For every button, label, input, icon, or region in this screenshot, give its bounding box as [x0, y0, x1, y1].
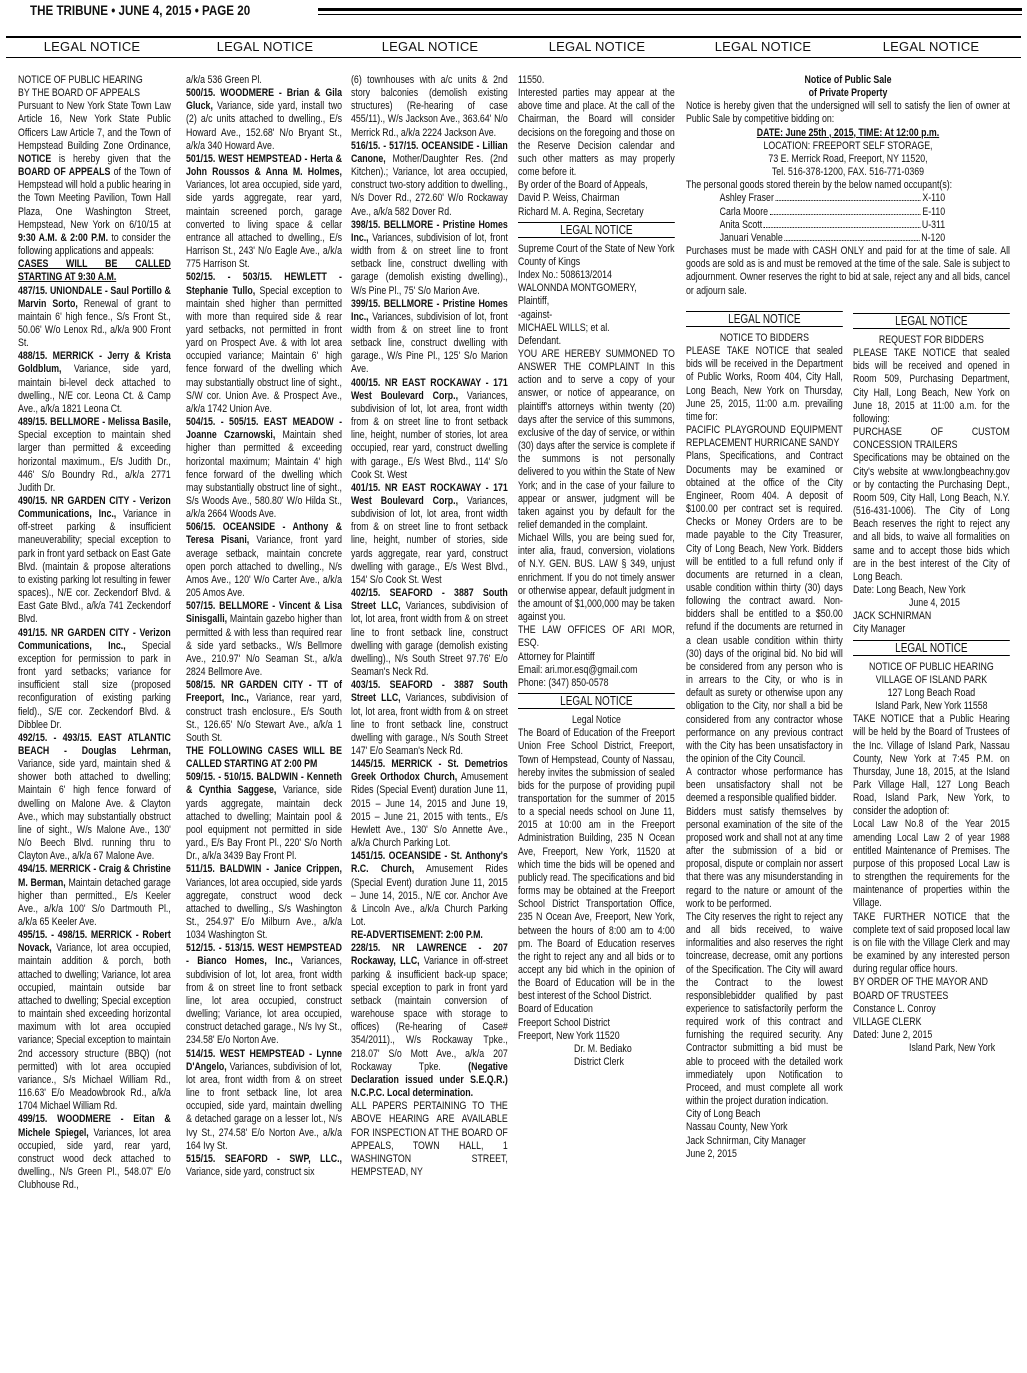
- notice-text: PACIFIC PLAYGROUND EQUIPMENT REPLACEMENT HURRICANE SANDY: [686, 424, 843, 450]
- notice-paragraph: [351, 942, 508, 1100]
- notice-line: DATE: June 25th , 2015, TIME: At 12:00 p.m.: [756, 126, 940, 139]
- notice-lines: [518, 714, 675, 727]
- notice-paragraph: [18, 495, 171, 627]
- legal-notice-heading: LEGAL NOTICE: [686, 311, 843, 327]
- notice-text: Variances, subdivision of lot, lot area, front width from & on street line to front setback line, lot area occupied, side yard, maintain dwelling & detached garage on a lesser lot., N/s Ivy St., 274.58' E/o Norton Ave., a/k/a 164 Ivy St.: [186, 1060, 342, 1152]
- notice-line: Date: Long Beach, New York: [853, 583, 966, 596]
- notice-line: Constance L. Conroy: [853, 1002, 936, 1015]
- occupant-row: [720, 232, 946, 245]
- notice-paragraph: [186, 521, 342, 600]
- notice-line: District Clerk: [574, 1056, 624, 1069]
- notice-line: By order of the Board of Appeals,: [518, 179, 648, 192]
- notice-paragraph: [186, 1048, 342, 1153]
- notice-text: 504/15. - 505/15. EAST MEADOW - Joanne Czarnowski,: [186, 416, 342, 442]
- notice-paragraph: [853, 426, 1010, 452]
- occupant-list: [686, 192, 1010, 245]
- notice-text: Variances, subdivision of lot, front width from & on street line to front setback line, construct dwelling with garage (demolish existing dwelling)., W/s Pine Pl., 75' S/o Marion Ave.: [351, 231, 508, 297]
- notice-line: Supreme Court of the State of New York: [518, 242, 675, 255]
- notice-paragraph: [518, 532, 675, 624]
- notice-text: The City reserves the right to reject any and all bids received, to waive informalities and also reserves the right toincrease, decrease, omit any portions of the Specification. The City will award the Contract to the lowest responsiblebidder qualified by past experience to satisfactorily perform the required work of this contract and furnishing the required security. Any Contractor submitting a bid must be able to proceed with the detailed work immediately upon Notification to Proceed, and must complete all work within the project duration indication.: [686, 910, 843, 1108]
- notice-line: Island Park, New York: [909, 1042, 996, 1055]
- notice-paragraph: [186, 74, 342, 87]
- notice-text: 491/15. NR GARDEN CITY - Verizon Communications, Inc.,: [18, 626, 171, 652]
- notice-text: Maintain gazebo higher than permitted & with less than required rear & side yard setbacks., W/s Bellmore Ave., 210.97' N/o Seaman St., a/k/a 2824 Bellmore Ave.: [186, 613, 342, 679]
- notice-paragraph: [853, 347, 1010, 426]
- notice-line: County of Kings: [518, 255, 581, 268]
- notice-line: Jack Schnirman, City Manager: [686, 1134, 806, 1147]
- notice-line: Defendant.: [518, 334, 562, 347]
- notice-text: Amusement Rides (Special Event) duration June 11, 2015 – June 14, 2015., N/E cor. Anchor Ave & Lincoln Ave., a/k/a Church Parking Lot.: [351, 863, 508, 928]
- notice-paragraph: [186, 416, 342, 521]
- notice-lines: [686, 127, 1010, 140]
- masthead-title: THE TRIBUNE • JUNE 4, 2015 • PAGE 20: [30, 3, 251, 18]
- notice-line: 127 Long Beach Road: [887, 686, 976, 699]
- notice-text: is hereby given that the: [51, 152, 171, 165]
- notice-paragraph: [18, 258, 171, 284]
- notice-paragraph: [18, 863, 171, 929]
- notice-text: 509/15. - 510/15. BALDWIN - Kenneth & Cynthia Saggese,: [186, 771, 342, 797]
- notice-line: of Private Property: [808, 87, 888, 100]
- notice-paragraph: [351, 679, 508, 758]
- notice-paragraph: [186, 942, 342, 1047]
- notice-paragraph: [686, 245, 1010, 298]
- notice-text: 499/15. WOODMERE - Eitan & Michele Spiegel,: [18, 1113, 171, 1139]
- notice-paragraph: [351, 298, 508, 377]
- notice-text: The Board of Education of the Freeport Union Free School District, Freeport, Town of Hempstead, County of Nassau, hereby invites the submission of sealed bids for the purpose of providing pupil transportation for the summer of 2015 to a special needs school on June 11, 2015 at 10:00 am in the Freeport Administration Building, 235 N Ocean Ave, Freeport, New York, 11520 at which time the bids will be opened and publicly read. The specifications and bid forms may be obtained at the Freeport School District Transportation Office, 235 N Ocean Ave, Freeport, New York, between the hours of 8:00 am to 4:00 pm. The Board of Education reserves the right to reject any and all bids or to accept any bid which in the opinion of the Board of Education will be in the best interest of the School District.: [518, 727, 675, 1003]
- notice-line: June 2, 2015: [686, 1147, 737, 1160]
- notice-lines: [686, 332, 843, 345]
- notice-paragraph: [186, 153, 342, 271]
- notice-text: PLEASE TAKE NOTICE that sealed bids will be received in the Department of Public Works, Room 404, City Hall, Long Beach, New York on Thursday, June 25, 2015, 11:00 a.m. prevailing time for:: [686, 345, 843, 423]
- notice-lines: [518, 243, 675, 348]
- notice-paragraph: [18, 350, 171, 416]
- notice-text: Variance, lot area occupied, maintain addition & porch, both attached to dwelling; Variance, lot area occupied, maintain outside bar attached to dwelling; Special exception to maintain shed exceeding horizontal maximum with lot area occupied variance; Special exception to maintain 2nd accessory structure (BBQ) (not permitted) with lot area occupied variance., S/s Michael William Rd., 116.63' E/o Meadowbrook Rd., a/k/a 1704 Michael William Rd.: [18, 942, 171, 1113]
- notice-text: Pursuant to New York State Town Law Article 16, New York State Public Officers Law Article 7, and the Town of Hempstead Building Zone Ordinance,: [18, 100, 171, 152]
- notice-text: Amusement Rides (Special Event) duration June 11, 2015 – June 14, 2015 and June 19, 2015 – June 21, 2015 with tents., E/s Hewlett Ave., 130' S/o Annette Ave., a/k/a Church Parking Lot.: [351, 771, 508, 850]
- notice-text: Variance, side yard, construct six: [186, 1165, 315, 1178]
- notice-text: (Negative Declaration issued under S.E.Q.R.) N.C.P.C. Local determination.: [351, 1060, 508, 1100]
- unit-number: N-120: [921, 231, 946, 244]
- notice-paragraph: [686, 911, 843, 1108]
- notice-paragraph: [351, 850, 508, 929]
- notice-line: Notice of Public Sale: [804, 74, 892, 86]
- notice-line: City of Long Beach: [686, 1108, 761, 1121]
- notice-text: Specifications may be obtained on the City's website at www.longbeachny.gov or by contacting the Purchasing Dept., Room 509, City Hall, Long Beach, N.Y. (516-431-1006). The City of Long Beach reserves the right to reject any and all bids, to waive all formalities on same and to accept those bids which are in the best interest of the City of Long Beach.: [853, 452, 1010, 583]
- notice-text: CASES WILL BE CALLED STARTING AT 9:30 A.M.: [18, 258, 171, 284]
- notice-text: Renewal of grant to maintain 6' high fence., S/s Front St., 50.06' W/o Lenox Rd., a/k/a 900 Front St.: [18, 297, 171, 350]
- notice-text: 512/15. - 513/15. WEST HEMPSTEAD - Bianco Homes, Inc.,: [186, 942, 342, 968]
- notice-text: Variance in off-street parking & insufficient back-up space; special exception to park in front yard setback (maintain conversion of warehouse space with storage to offices) (Re-hearing of Case# 354/2011)., W/s Rockaway Tpke., 218.07' S/o Mott Ave., a/k/a 207 Rockaway Tpke.: [351, 955, 508, 1073]
- legal-notice-heading: LEGAL NOTICE: [518, 693, 675, 709]
- notice-lines: [518, 651, 675, 690]
- notice-lines: [853, 584, 1010, 597]
- header-band-top-rule: [6, 36, 1021, 38]
- notice-text: 502/15. - 503/15. HEWLETT - Stephanie Tullo,: [186, 271, 342, 297]
- notice-lines: [686, 140, 1010, 179]
- notice-paragraph: [686, 766, 843, 805]
- notice-line: Attorney for Plaintiff: [518, 650, 595, 663]
- notice-line: JACK SCHNIRMAN: [853, 610, 932, 623]
- notice-line: June 4, 2015: [909, 597, 960, 610]
- notice-text: 511/15. BALDWIN - Janice Crippen,: [186, 863, 342, 876]
- occupant-name: Carla Moore: [719, 205, 769, 218]
- notice-text: THE FOLLOWING CASES WILL BE CALLED STARTING AT 2:00 PM: [186, 744, 342, 771]
- notice-text: Variance, side yards aggregate, maintain deck attached to dwelling; Maintain pool & pool equipment not permitted in side yard., E/s Bay Front Pl., 220' S/o North Dr., a/k/a 3439 Bay Front Pl.: [186, 784, 342, 863]
- notice-text: (6) townhouses with a/c units & 2nd story balconies (demolish existing structures) (Re-hearing of case 455/11)., W/s Jackson Ave., 363.64' N/o Merrick Rd., a/k/a 2224 Jackson Ave.: [351, 74, 508, 139]
- notice-text: 487/15. UNIONDALE - Saul Portillo & Marvin Sorto,: [18, 284, 171, 310]
- notice-text: Variances, lot area occupied, side yard, rear yard, construct wood deck attached to dwelling., N/s Green Pl., 548.07' E/o Clubhouse Rd.,: [18, 1126, 171, 1192]
- notice-line: NOTICE TO BIDDERS: [719, 332, 809, 344]
- notice-text: Notice is hereby given that the undersigned will sell to satisfy the lien of owner at Public Sale by competitive bidding on:: [686, 100, 1010, 126]
- notice-text: 228/15. NR LAWRENCE - 207 Rockaway, LLC,: [351, 942, 508, 968]
- notice-text: 401/15. NR EAST ROCKAWAY - 171 West Boulevard Corp.,: [351, 481, 508, 507]
- notice-text: Special exception to maintain shed larger than permitted & exceeding horizontal maximum., E/s Judith Dr., 446' S/o Boundry Rd., a/k/a 2771 Judith Dr.: [18, 429, 171, 494]
- notice-paragraph: [18, 732, 171, 864]
- notice-paragraph: [18, 627, 171, 732]
- notice-line: -against-: [518, 308, 553, 321]
- notice-text: 514/15. WEST HEMPSTEAD - Lynne D'Angelo,: [186, 1047, 342, 1073]
- unit-number: E-110: [922, 205, 946, 218]
- occupant-row: [720, 219, 946, 232]
- notice-text: 494/15. MERRICK - Craig & Christine M. Berman,: [18, 863, 171, 889]
- notice-text: Purchases must be made with CASH ONLY and paid for at the time of sale. All goods are sold as is and must be removed at the time of the sale. Sale is subject to adjournment. Owner reserves the right to bid at sale, reject any and all bids, cancel or adjourn sale.: [686, 245, 1010, 297]
- notice-lines: [686, 74, 1010, 100]
- occupant-name: Januari Venable: [719, 231, 783, 244]
- notice-paragraph: [351, 1100, 508, 1179]
- notice-line: VILLAGE CLERK: [853, 1015, 922, 1028]
- notice-line: Board of Education: [518, 1003, 593, 1016]
- notice-text: Maintain shed higher than permitted & exceeding horizontal maximum; Maintain 4' high fence forward of the dwelling which may substantially obstruct line of sight., S/s Woods Ave., 580.80' W/o Hilda St., a/k/a 2664 Woods Ave.: [186, 429, 342, 521]
- notice-text: 495/15. - 498/15. MERRICK - Robert Novack,: [18, 929, 171, 955]
- notice-paragraph: [351, 74, 508, 140]
- unit-number: X-110: [922, 192, 946, 205]
- notice-paragraph: [686, 345, 843, 424]
- notice-text: 515/15. SEAFORD - SWP, LLC.,: [186, 1152, 342, 1165]
- notice-text: 490/15. NR GARDEN CITY - Verizon Communications, Inc.,: [18, 495, 171, 521]
- notice-paragraph: [518, 348, 675, 532]
- notice-line: Nassau County, New York: [686, 1121, 788, 1134]
- notice-paragraph: [518, 624, 675, 650]
- notice-text: 500/15. WOODMERE - Brian & Gila Gluck,: [186, 87, 342, 113]
- notice-lines: [518, 1003, 675, 1042]
- notice-paragraph: [518, 727, 675, 1003]
- column-6-request-for-bidders: [853, 310, 1010, 1055]
- notice-text: 399/15. BELLMORE - Pristine Homes Inc.,: [351, 297, 508, 323]
- notice-text: Variances, subdivision of lot, lot area, front width from & on street line to front setback line, construct dwelling with garage., N/s South Street 147' E/o Seaman's Neck Rd.: [351, 692, 508, 757]
- notice-paragraph: [186, 1153, 342, 1179]
- notice-text: Variance, side yard, install two (2) a/c units attached to dwelling., E/s Howard Ave., 152.68' N/o Bryant St., a/k/a 340 Howard Ave.: [186, 100, 342, 152]
- notice-text: Variances, subdivision of lot, front width from & on street line to front setback line, construct dwelling with garage., W/s Pine Pl., 125' S/o Marion Ave.: [351, 310, 508, 376]
- notice-text: Variance, front yard average setback, maintain concrete open porch attached to dwelling., N/s Amos Ave., 120' W/o Carter Ave., a/k/a 205 Amos Ave.: [186, 534, 343, 600]
- notice-text: 402/15. SEAFORD - 3887 South Street LLC,: [351, 587, 508, 613]
- notice-paragraph: [186, 679, 342, 745]
- masthead-rule-thick: [318, 8, 1022, 11]
- notice-text: 403/15. SEAFORD - 3887 South Street LLC,: [351, 679, 508, 705]
- occupant-row: [720, 206, 946, 219]
- notice-line: Email: ari.mor.esq@gmail.com: [518, 663, 638, 676]
- notice-text: Special exception for permission to park in front yard setbacks; variance for insufficient stall size (proposed reconfiguration of existing parking field)., S/E cor. Zeckendorf Blvd. & Dibblee Dr.: [18, 639, 171, 731]
- notice-text: BOARD OF APPEALS: [18, 166, 111, 179]
- notice-text: Michael Wills, you are being sued for, inter alia, fraud, conversion, violations of N.Y. GEN. BUS. LAW § 349, unjust enrichment. If you do not timely answer or otherwise appear, default judgment in the amount of $1,000,000 may be taken against you.: [518, 532, 675, 624]
- notice-paragraph: [351, 929, 508, 942]
- notice-text: Variances, subdivision of lot, lot area, front width from & on street line to front setback line, construct dwelling with garage (demolish existing dwelling)., N/s South Street 97.76' E/o Seaman's Neck Rd.: [351, 600, 508, 679]
- notice-line: NOTICE OF PUBLIC HEARING: [18, 74, 143, 86]
- notice-paragraph: [351, 219, 508, 298]
- notice-paragraph: [351, 587, 508, 679]
- notice-paragraph: [186, 600, 342, 679]
- column-1-board-of-appeals: [18, 74, 171, 1192]
- notice-line: Tel. 516-378-1200, FAX. 516-771-0369: [771, 166, 925, 179]
- notice-paragraph: [686, 100, 1010, 126]
- notice-paragraph: [186, 745, 342, 771]
- notice-text: THE LAW OFFICES OF ARI MOR, ESQ.: [518, 624, 675, 650]
- notice-paragraph: [351, 482, 508, 587]
- notice-line: David P. Weiss, Chairman: [518, 192, 620, 205]
- leader-dots: [764, 226, 921, 228]
- notice-paragraph: [18, 929, 171, 1113]
- notice-text: 516/15. - 517/15. OCEANSIDE - Lillian Canone,: [351, 139, 508, 165]
- notice-text: Variances, lot area occupied, side yard, side yards aggregate, rear yard, maintain screened porch, garage converted to living space & cellar entrance all attached to dwelling., E/s Harrison St., 243' N/o Eagle Ave., a/k/a 775 Harrison St.: [186, 179, 342, 271]
- notice-paragraph: [686, 179, 1010, 192]
- legal-notice-header-2: LEGAL NOTICE: [216, 39, 314, 54]
- legal-notice-heading: LEGAL NOTICE: [518, 222, 675, 238]
- legal-notice-heading: LEGAL NOTICE: [853, 313, 1010, 329]
- notice-text: A contractor whose performance has been unsatisfactory shall not be deemed a responsible qualified bidder.: [686, 766, 843, 805]
- notice-paragraph: [186, 271, 342, 416]
- notice-text: PURCHASE OF CUSTOM CONCESSION TRAILERS: [853, 426, 1010, 452]
- notice-paragraph: [186, 771, 342, 863]
- notice-line: BY ORDER OF THE MAYOR AND BOARD OF TRUSTEES: [853, 976, 988, 1002]
- notice-line: Dated: June 2, 2015: [853, 1028, 933, 1041]
- notice-text: Bidders must satisfy themselves by personal examination of the site of the proposed work and shall not at any time after the submission of a bid or proposal, dispute or complain nor assert that there was any misunderstanding in regard to the nature or amount of the work to be performed.: [686, 805, 843, 910]
- notice-paragraph: [686, 806, 843, 911]
- notice-lines: [18, 74, 171, 100]
- notice-text: of the Town of Hempstead will hold a public hearing in the Town Meeting Pavilion, Town Hall Plaza, One Washington Street, Hempstead, New York on 6/10/15 at: [18, 166, 171, 231]
- notice-paragraph: [186, 863, 342, 942]
- column-5-notice-to-bidders: [686, 308, 843, 1161]
- notice-line: Richard M. A. Regina, Secretary: [518, 205, 644, 218]
- column-4-notices: [518, 74, 675, 1069]
- notice-text: 398/15. BELLMORE - Pristine Homes Inc.,: [351, 218, 508, 244]
- notice-line: NOTICE OF PUBLIC HEARING: [869, 660, 994, 673]
- notice-lines: [686, 1108, 843, 1161]
- notice-line: WALONNDA MONTGOMERY,: [518, 282, 637, 295]
- notice-paragraph: [18, 285, 171, 351]
- notice-paragraph: [18, 100, 171, 258]
- notice-line: VILLAGE OF ISLAND PARK: [875, 673, 988, 686]
- notice-text: ALL PAPERS PERTAINING TO THE ABOVE HEARING ARE AVAILABLE FOR INSPECTION AT THE BOARD OF APPEALS, TOWN HALL, 1 WASHINGTON STREET, HEMPSTEAD, NY: [351, 1100, 508, 1178]
- notice-line: City Manager: [853, 623, 906, 636]
- notice-text: Mother/Daughter Res. (2nd Kitchen).; Variance, lot area occupied, construct two-story addition to dwelling., N/s Dover Rd., 272.60' W/o Rockaway Ave., a/k/a 582 Dover Rd.: [351, 152, 508, 218]
- notice-paragraph: [186, 87, 342, 153]
- notice-text: 488/15. MERRICK - Jerry & Krista Goldblum,: [18, 350, 171, 376]
- notice-lines: [853, 597, 1010, 610]
- notice-text: Local Law No.8 of the Year 2015 amending Local Law 2 of year 1988 entitled Maintenance of Premises. The purpose of this proposed Local Law is to strengthen the requirements for the maintenance of properties within the Village.: [853, 818, 1010, 910]
- notice-text: YOU ARE HEREBY SUMMONED TO ANSWER THE COMPLAINT In this action and to serve a copy of your answer, or notice of appearance, on plaintiff's attorneys within twenty (20) days after the service of this summons, exclusive of the day of service, or within (30) days after the service is complete if the summons is not personally delivered to you within the State of New York; and in the case of your failure to appear or answer, judgment will be taken against you by default for the relief demanded in the complaint.: [518, 347, 675, 531]
- notice-text: a/k/a 536 Green Pl.: [186, 74, 262, 86]
- notice-paragraph: [518, 74, 675, 87]
- notice-line: BY THE BOARD OF APPEALS: [18, 87, 140, 100]
- public-sale-notice: [686, 74, 1010, 298]
- notice-text: Variances, lot area occupied, side yards aggregate, construct wood deck attached to dwelling., S/s Washington St., 254.97' E/o Milburn Ave., a/k/a 1034 Washington St.: [186, 876, 342, 942]
- occupant-name: Anita Scott: [719, 218, 763, 231]
- notice-lines: [853, 976, 1010, 1042]
- notice-text: Variance, side yard, maintain bi-level deck attached to dwelling., N/E cor. Leona Ct. & Camp Ave., a/k/a 1821 Leona Ct.: [18, 363, 171, 415]
- notice-paragraph: [853, 911, 1010, 977]
- notice-text: 489/15. BELLMORE - Melissa Basile,: [18, 416, 171, 429]
- notice-lines: [853, 334, 1010, 347]
- notice-paragraph: [853, 452, 1010, 584]
- notice-text: 1445/15. MERRICK - St. Demetrios Greek Orthodox Church,: [351, 758, 508, 784]
- notice-text: Variance, rear yard, construct trash enclosure., E/s South St., 126.65' N/o Stewart Ave., a/k/a 1 South St.: [186, 692, 342, 744]
- notice-lines: [853, 1042, 1010, 1055]
- header-band-bottom-rule: [6, 57, 1021, 58]
- notice-text: 492/15. - 493/15. EAST ATLANTIC BEACH - Douglas Lehrman,: [18, 731, 171, 757]
- notice-text: 501/15. WEST HEMPSTEAD - Herta & John Roussos & Anna M. Holmes,: [186, 152, 342, 179]
- notice-line: REQUEST FOR BIDDERS: [878, 334, 984, 346]
- occupant-name: Ashley Fraser: [719, 192, 774, 205]
- notice-lines: [518, 1043, 675, 1069]
- notice-paragraph: [18, 416, 171, 495]
- notice-line: 73 E. Merrick Road, Freeport, NY 11520,: [768, 152, 928, 165]
- notice-line: Dr. M. Bediako: [574, 1042, 632, 1055]
- notice-text: RE-ADVERTISEMENT: 2:00 P.M.: [351, 929, 483, 942]
- notice-text: Interested parties may appear at the above time and place. At the call of the Chairman, the Board will consider decisions on the foregoing and those on the Reserve Decision calendar and such other matters as may properly come before it.: [518, 87, 675, 179]
- notice-paragraph: [18, 1113, 171, 1192]
- notice-paragraph: [518, 87, 675, 179]
- notice-text: Variance, side yard, maintain shed & shower both attached to dwelling; Maintain 6' high fence forward of dwelling on Malone Ave. & Clayton Ave., which may substantially obstruct line of sight., W/s Malone Ave., 130' N/o Beech Blvd. running thru to Clayton Ave., a/k/a 67 Malone Ave.: [18, 758, 171, 863]
- notice-text: Variances, subdivision of lot, lot area, front width from & on street line to front setback line, height, number of stories, side yards aggregate, rear yard, construct dwelling with garage., E/s West Blvd., 154' S/o Cook St. West: [351, 495, 508, 586]
- column-2-board-of-appeals: [186, 74, 342, 1179]
- notice-paragraph: [853, 713, 1010, 818]
- legal-notice-header-1: LEGAL NOTICE: [43, 39, 141, 54]
- masthead-rule-thin: [318, 14, 1022, 15]
- notice-line: Index No.: 508613/2014: [518, 269, 612, 282]
- notice-text: 400/15. NR EAST ROCKAWAY - 171 West Boulevard Corp.,: [351, 376, 508, 402]
- notice-paragraph: [351, 758, 508, 850]
- leader-dots: [775, 199, 920, 201]
- unit-number: U-311: [921, 218, 946, 231]
- notice-lines: [518, 179, 675, 218]
- notice-line: Phone: (347) 850-0578: [518, 676, 609, 689]
- notice-paragraph: [351, 140, 508, 219]
- notice-text: 11550.: [518, 74, 545, 86]
- notice-text: PLEASE TAKE NOTICE that sealed bids will be received and opened in Room 509, Purchasing Department, City Hall, Long Beach, New York on June 18, 2015 at 11:00 a.m. for the following:: [853, 347, 1010, 425]
- notice-line: LOCATION: FREEPORT SELF STORAGE,: [763, 139, 933, 152]
- column-3-board-of-appeals: [351, 74, 508, 1179]
- notice-lines: [853, 610, 1010, 636]
- notice-line: MICHAEL WILLS; et al.: [518, 321, 610, 334]
- leader-dots: [784, 239, 919, 241]
- notice-text: 508/15. NR GARDEN CITY - TT of Freeport, Inc.,: [186, 679, 342, 705]
- notice-text: Variances, subdivision of lot, lot area, front width from & on street line to front setback line, lot area occupied, construct dwelling; Variance, lot area occupied, construct detached garage., N/s Ivy St., 234.58' E/o Norton Ave.: [186, 955, 342, 1047]
- notice-text: NOTICE: [18, 152, 52, 165]
- notice-paragraph: [686, 450, 843, 766]
- notice-text: Variances, subdivision of lot, lot area, front width from & on street line to front setback line, height, number of stories, lot area occupied, rear yard, construct dwelling with garage., E/s West Blvd., 114' S/o Cook St. West: [351, 389, 508, 481]
- notice-line: Plaintiff,: [518, 295, 550, 308]
- notice-text: to consider the following applications and appeals:: [18, 231, 171, 258]
- notice-text: 9:30 A.M. & 2:00 P.M.: [18, 231, 109, 244]
- notice-paragraph: [686, 424, 843, 450]
- legal-notice-header-5: LEGAL NOTICE: [714, 39, 812, 54]
- legal-notice-heading: LEGAL NOTICE: [853, 640, 1010, 656]
- notice-line: Freeport, New York 11520: [518, 1029, 620, 1042]
- legal-notice-header-6: LEGAL NOTICE: [882, 39, 980, 54]
- notice-text: Variance in off-street parking & insufficient maneuverability; special exception to park in front yard setback on East Gate Blvd. (maintain & propose alterations to existing parking lot resulting in fewer spaces)., N/E cor. Zeckendorf Blvd. & East Gate Blvd., a/k/a 741 Zeckendorf Blvd.: [18, 508, 171, 626]
- notice-text: 1451/15. OCEANSIDE - St. Anthony's R.C. Church,: [351, 850, 508, 876]
- notice-text: Special exception to maintain shed higher than permitted with more than required side & rear yard setbacks, not permitted in front yard on Prospect Ave. & with lot area occupied variance; Maintain 6' high fence forward of the dwelling which may substantially obstruct line of sight., S/W cor. Union Ave. & Prospect Ave., a/k/a 1742 Union Ave.: [186, 284, 342, 415]
- notice-text: Maintain detached garage higher than permitted., E/s Keeler Ave., a/k/a 100' S/o Dartmouth Pl., a/k/a 65 Keeler Ave.: [18, 876, 171, 928]
- notice-text: TAKE NOTICE that a Public Hearing will be held by the Board of Trustees of the Inc. Village of Island Park, Nassau County, New York at 7:45 P.M. on Thursday, June 18, 2015, at the Island Park Village Hall, 127 Long Beach Road, Island Park, New York, to consider the adoption of:: [853, 713, 1010, 818]
- notice-line: Freeport School District: [518, 1016, 610, 1029]
- notice-text: 506/15. OCEANSIDE - Anthony & Teresa Pisani,: [186, 521, 342, 547]
- notice-line: Island Park, New York 11558: [875, 700, 988, 713]
- notice-text: Plans, Specifications, and Contract Documents may be examined or obtained at the office of the City Engineer, Room 404. A deposit of $100.00 per contract set is required. Checks or Money Orders are to be made payable to the City Treasurer, City of Long Beach, New York. Bidders will be entitled to a full refund only if documents are returned in a clean, usable condition within thirty (30) days following the contract award. Non-bidders shall be entitled to a $50.00 refund if the documents are returned in a clean usable condition within thirty (30) days of the original bid. No bid will be considered from any person who is in arrears to the City, or who is in default as surety or otherwise upon any obligation to the City, nor shall a bid be considered from any contractor whose performance on any previous contract with the City has been unsatisfactory in the opinion of the City Council.: [686, 450, 843, 765]
- notice-paragraph: [853, 818, 1010, 910]
- legal-notice-header-3: LEGAL NOTICE: [381, 39, 479, 54]
- legal-notice-header-4: LEGAL NOTICE: [548, 39, 646, 54]
- notice-text: The personal goods stored therein by the below named occupant(s):: [686, 179, 953, 192]
- notice-text: TAKE FURTHER NOTICE that the complete text of said proposed local law is on file with the Village Clerk and may be examined by any interested person during regular office hours.: [853, 910, 1010, 976]
- notice-line: Legal Notice: [571, 714, 621, 727]
- leader-dots: [770, 213, 921, 215]
- notice-lines: [853, 661, 1010, 714]
- notice-paragraph: [351, 377, 508, 482]
- notice-text: 507/15. BELLMORE - Vincent & Lisa Sinisgalli,: [186, 600, 342, 626]
- occupant-row: [720, 192, 946, 205]
